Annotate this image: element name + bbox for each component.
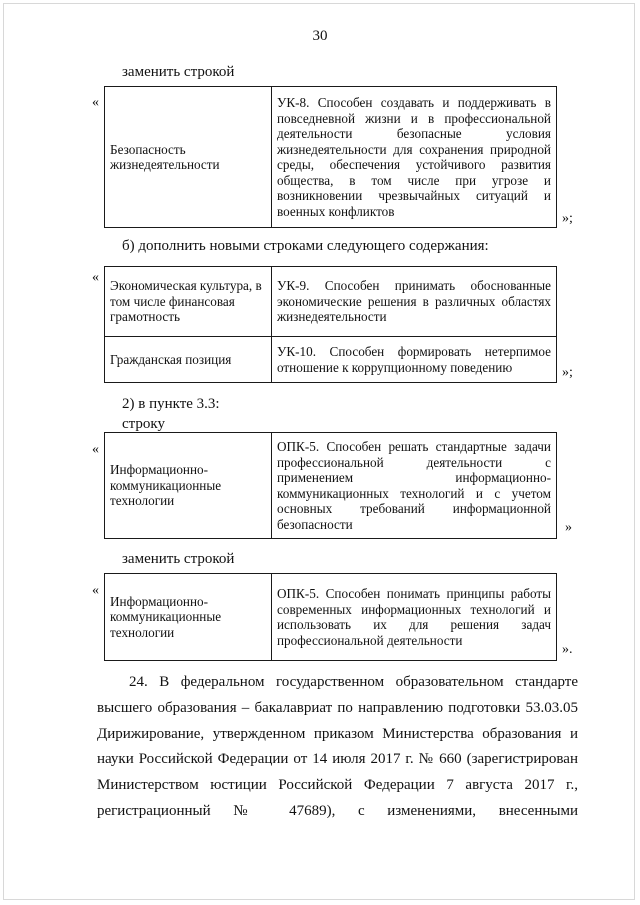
open-quote-new-rows: « <box>92 270 99 285</box>
page-number: 30 <box>312 28 328 44</box>
competence-category: Экономическая культура, в том числе финансовая грамотность <box>105 267 272 337</box>
close-quote-opk-old: » <box>565 520 572 535</box>
table-row <box>105 433 557 539</box>
table-row <box>105 574 557 661</box>
item-24-paragraph: 24. В федеральном государственном образовательном стандарте высшего образования – бакалавриат по направлению подготовки 53.03.05 Дирижирование, утвержденном приказом Министерства образования и науки Российской Федерации от 14 июля 2017 г. № 660 (зарегистрирован Министерством юстиции Российской Федерации 7 августа 2017 г., регистрационный № 47689), с изменениями, внесенными <box>97 674 578 819</box>
open-quote-uk8: « <box>92 95 99 110</box>
table-row <box>105 267 557 337</box>
competence-text: УК-10. Способен формировать нетерпимое отношение к коррупционному поведению <box>272 337 557 383</box>
table-row <box>105 87 557 228</box>
row-word: строку <box>122 416 165 432</box>
table-row <box>105 337 557 383</box>
replace-instruction-2: заменить строкой <box>122 551 235 567</box>
item-2-text: 2) в пункте 3.3: <box>122 396 220 412</box>
competence-text: ОПК-5. Способен понимать принципы работы современных информационных технологий и использовать их для решения задач профессиональной деятельности <box>272 574 557 661</box>
table-opk-new <box>104 573 557 661</box>
competence-category: Информационно-коммуникационные технологии <box>105 574 272 661</box>
competence-category: Безопасность жизнедеятельности <box>105 87 272 228</box>
close-quote-new-rows: »; <box>562 365 573 380</box>
table-uk8 <box>104 86 557 228</box>
close-quote-opk-new: ». <box>562 642 573 657</box>
open-quote-opk-new: « <box>92 583 99 598</box>
table-new-rows <box>104 266 557 383</box>
body-text-block <box>97 670 578 825</box>
competence-category: Гражданская позиция <box>105 337 272 383</box>
table-opk-old <box>104 432 557 539</box>
open-quote-opk-old: « <box>92 442 99 457</box>
replace-instruction-1: заменить строкой <box>122 64 235 80</box>
competence-text: УК-8. Способен создавать и поддерживать в повседневной жизни и в профессиональной деятельности безопасные условия жизнедеятельности для сохранения природной среды, обеспечения устойчивого развития общества, в том числе при угрозе и возникновении чрезвычайных ситуаций и военных конфликтов <box>272 87 557 228</box>
competence-text: УК-9. Способен принимать обоснованные экономические решения в различных областях жизнедеятельности <box>272 267 557 337</box>
close-quote-uk8: »; <box>562 211 573 226</box>
competence-text: ОПК-5. Способен решать стандартные задачи профессиональной деятельности с применением информационно-коммуникационных технологий и с учетом основных требований информационной безопасности <box>272 433 557 539</box>
competence-category: Информационно-коммуникационные технологии <box>105 433 272 539</box>
item-b-text: б) дополнить новыми строками следующего содержания: <box>122 238 489 254</box>
